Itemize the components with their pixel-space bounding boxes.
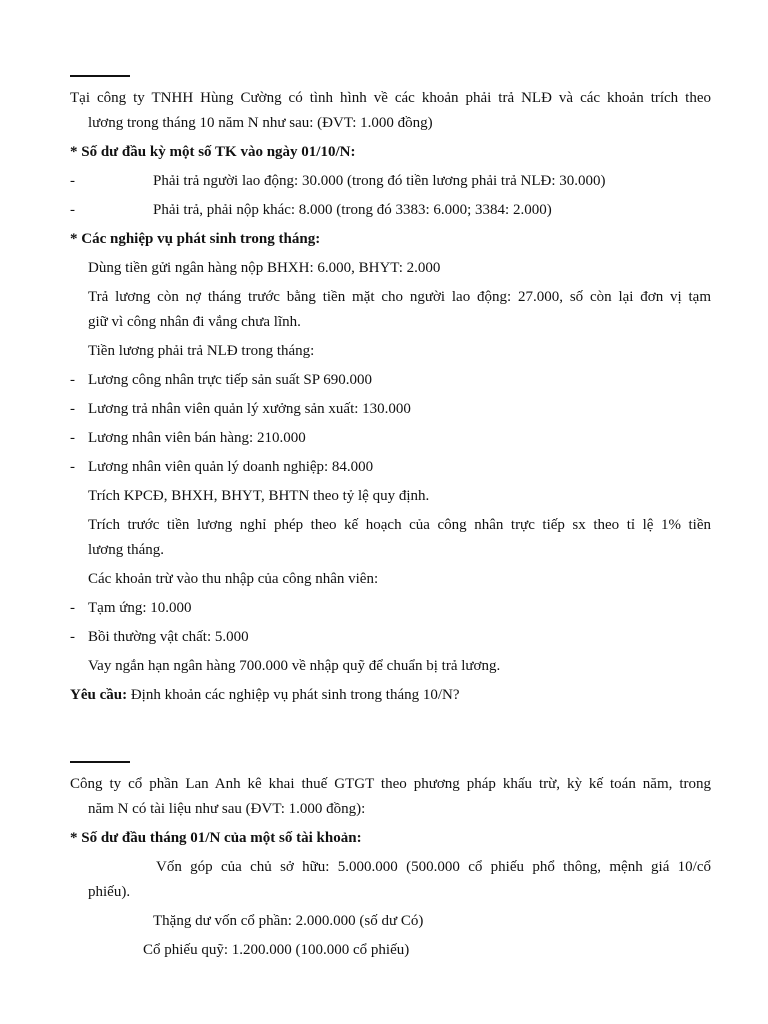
transaction-line: Tiền lương phải trả NLĐ trong tháng: xyxy=(88,343,315,359)
deduction-item: Bồi thường vật chất: 5.000 xyxy=(88,629,249,645)
opening-balance-heading: * Số dư đầu tháng 01/N của một số tài khoản: xyxy=(70,830,362,846)
bullet-dash: - xyxy=(70,202,75,218)
transaction-line: Vay ngắn hạn ngân hàng 700.000 về nhập quỹ để chuẩn bị trả lương. xyxy=(88,658,501,674)
intro-line: lương trong tháng 10 năm N như sau: (ĐVT: 1.000 đồng) xyxy=(88,115,433,131)
requirement xyxy=(70,685,460,705)
deduction-item: Tạm ứng: 10.000 xyxy=(88,600,192,616)
balance-line: Thặng dư vốn cổ phần: 2.000.000 (số dư Có) xyxy=(153,913,424,929)
section-divider xyxy=(70,75,130,77)
opening-balance-item: Phải trả người lao động: 30.000 (trong đó tiền lương phải trả NLĐ: 30.000) xyxy=(153,173,606,189)
intro-line: năm N có tài liệu như sau (ĐVT: 1.000 đồng): xyxy=(88,801,366,817)
bullet-dash: - xyxy=(70,401,75,417)
transaction-line: Trích KPCĐ, BHXH, BHYT, BHTN theo tỷ lệ quy định. xyxy=(88,488,430,504)
section-divider xyxy=(70,761,130,763)
transactions-heading: * Các nghiệp vụ phát sinh trong tháng: xyxy=(70,231,321,247)
bullet-dash: - xyxy=(70,600,75,616)
transaction-line: Dùng tiền gửi ngân hàng nộp BHXH: 6.000, BHYT: 2.000 xyxy=(88,260,441,276)
transaction-line: giữ vì công nhân đi vắng chưa lĩnh. xyxy=(88,314,301,330)
transaction-line: Các khoản trừ vào thu nhập của công nhân viên: xyxy=(88,571,379,587)
balance-line: Vốn góp của chủ sở hữu: 5.000.000 (500.000 cổ phiếu phổ thông, mệnh giá 10/cổ xyxy=(156,859,711,875)
bullet-dash: - xyxy=(70,459,75,475)
transaction-line: lương tháng. xyxy=(88,542,165,558)
bullet-dash: - xyxy=(70,430,75,446)
intro-line: Công ty cổ phần Lan Anh kê khai thuế GTGT theo phương pháp khấu trừ, kỳ kế toán năm, trong xyxy=(70,776,711,792)
transaction-line: Trả lương còn nợ tháng trước bằng tiền mặt cho người lao động: 27.000, số còn lại đơn vị tạm xyxy=(88,289,711,305)
salary-item: Lương nhân viên bán hàng: 210.000 xyxy=(88,430,306,446)
opening-balance-item: Phải trả, phải nộp khác: 8.000 (trong đó 3383: 6.000; 3384: 2.000) xyxy=(153,202,552,218)
salary-item: Lương công nhân trực tiếp sản suất SP 690.000 xyxy=(88,372,373,388)
intro-line: Tại công ty TNHH Hùng Cường có tình hình về các khoản phải trả NLĐ và các khoản trích theo xyxy=(70,90,711,106)
requirement-label: Yêu cầu: xyxy=(70,687,128,703)
bullet-dash: - xyxy=(70,173,75,189)
opening-balance-heading: * Số dư đầu kỳ một số TK vào ngày 01/10/N: xyxy=(70,144,356,160)
bullet-dash: - xyxy=(70,372,75,388)
salary-item: Lương nhân viên quản lý doanh nghiệp: 84.000 xyxy=(88,459,374,475)
requirement-text: Định khoản các nghiệp vụ phát sinh trong tháng 10/N? xyxy=(127,687,460,703)
balance-line: Cổ phiếu quỹ: 1.200.000 (100.000 cổ phiếu) xyxy=(143,942,410,958)
transaction-line: Trích trước tiền lương nghỉ phép theo kế hoạch của công nhân trực tiếp sx theo tỉ lệ 1% tiền xyxy=(88,517,711,533)
bullet-dash: - xyxy=(70,629,75,645)
balance-line: phiếu). xyxy=(88,884,131,900)
salary-item: Lương trả nhân viên quản lý xưởng sản xuất: 130.000 xyxy=(88,401,411,417)
